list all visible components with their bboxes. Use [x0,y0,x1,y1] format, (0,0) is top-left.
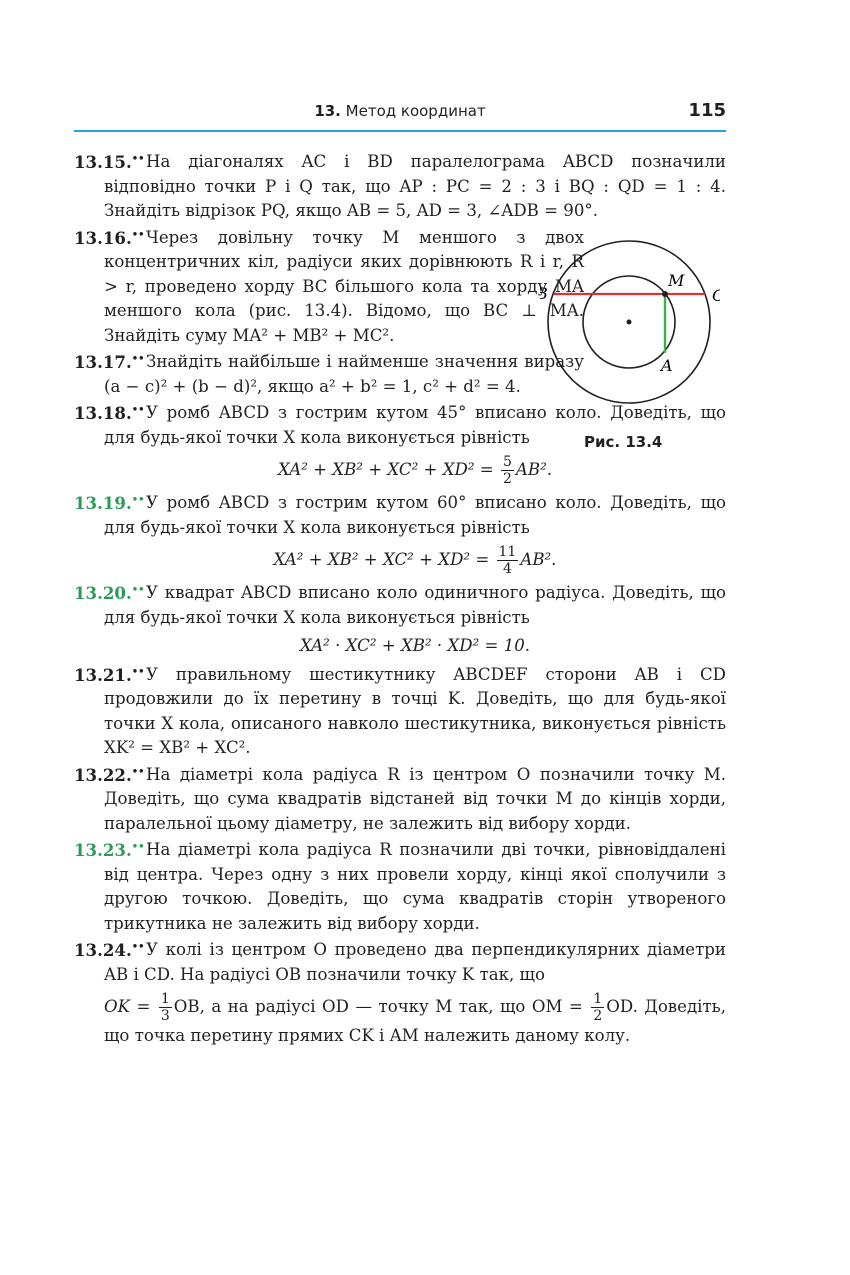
svg-text:A: A [661,356,673,375]
problem-13-19: 13.19.•• У ромб ABCD з гострим кутом 60° вписано коло. Доведіть, що для будь-якої точки X кола виконується рівність XA² + XB² + XC² + XD² = $\frac{11}{4}$ AB². [74,493,726,577]
problem-13-21: 13.21.•• У правильному шестикутнику ABCDEF сторони AB і CD продовжили до їх перетину в точці K. Доведіть, що для будь-якої точки X кола, описаного навколо шестикутника, виконується рівність XK² = XB² + XC². [74,664,726,757]
problem-13-16: 13.16.•• Через довільну точку M меншого з двох концентричних кіл, радіуси яких дорівнюють R і r, R > r, проведено хорду BC більшого кола та хорду MA меншого кола (рис. 13.4). Відомо, що BC ⊥ MA. Знайдіть суму MA² + MB² + MC². [74,227,584,345]
problem-13-17: 13.17.•• Знайдіть найбільше і найменше значення виразу (a − c)² + (b − d)², якщо a² + b² = 1, c² + d² = 4. [74,352,584,396]
problem-13-22: 13.22.•• На діаметрі кола радіуса R із центром O позначили точку M. Доведіть, що сума квадратів відстаней від точки M до кінців хорди, паралельної цьому діаметру, не залежить від вибору хорди. [74,764,726,833]
chapter-title: 13. Метод координат [314,102,486,120]
problem-13-20: 13.20.•• У квадрат ABCD вписано коло одиничного радіуса. Доведіть, що для будь-якої точки X кола виконується рівність XA² · XC² + XB² · XD² = 10. [74,581,726,659]
equation: XA² + XB² + XC² + XD² = $\frac{5}{2}$ AB². [277,454,552,487]
problem-13-18: 13.18.•• У ромб ABCD з гострим кутом 45° вписано коло. Доведіть, що для будь-якої точки X кола виконується рівність XA² + XB² + XC² + XD² = $\frac{5}{2}$ AB². [74,403,726,487]
equation: OK = $\frac{1}{3}$ OB, а на радіусі OD — точку M так, що OM = $\frac{1}{2}$ OD. Доведіть, що точка перетину прямих CK і AM належить даному колу. [104,991,726,1045]
equation: XA² · XC² + XB² · XD² = 10. [299,636,531,655]
equation: XA² + XB² + XC² + XD² = $\frac{11}{4}$ AB². [273,544,557,577]
problem-list [74,150,726,1051]
problem-13-15: 13.15.•• На діагоналях AC і BD паралелограма ABCD позначили відповідно точки P і Q так, що AP : PC = 2 : 3 і BQ : QD = 1 : 4. Знайдіть відрізок PQ, якщо AB = 5, AD = 3, ∠ADB = 90°. [74,152,726,220]
page-number: 115 [688,100,726,121]
page-header [74,96,726,132]
figure-caption: Рис. 13.4 [584,433,663,451]
svg-text:M: M [668,271,685,290]
problem-13-23: 13.23.•• На діаметрі кола радіуса R позначили дві точки, рівновіддалені від центра. Через одну з них провели хорду, кінці якої сполучили з другою точкою. Доведіть, що сума квадратів сторін утвореного трикутника не залежить від вибору хорди. [74,840,726,933]
problem-13-24: 13.24.•• У колі із центром O проведено два перпендикулярних діаметри AB і CD. На радіусі OB позначили точку K так, що OK = $\frac{1}{3}$ OB, а на радіусі OD — точку M так, що OM = $\frac{1}{2}$ OD. Доведіть, що точка перетину прямих CK і AM належить даному колу. [74,938,726,1049]
